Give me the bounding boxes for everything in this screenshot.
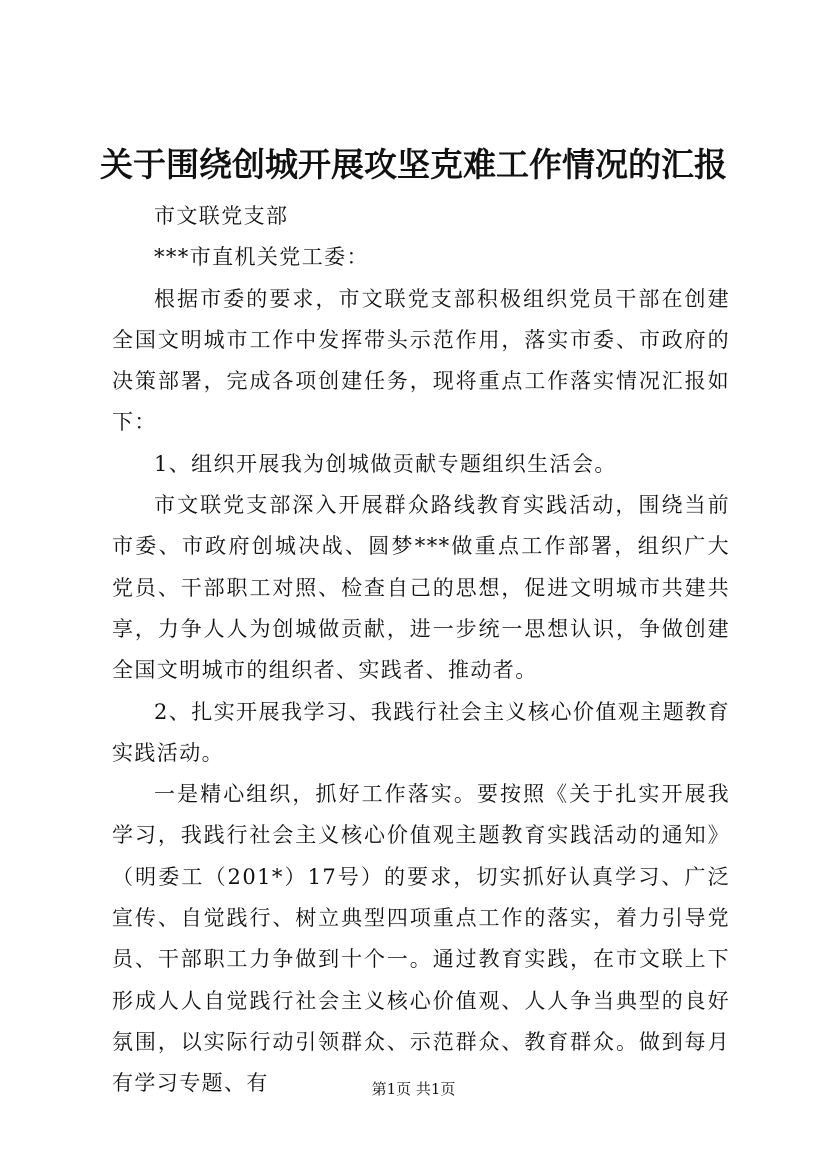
body-paragraph: 根据市委的要求，市文联党支部积极组织党员干部在创建全国文明城市工作中发挥带头示范作用，落实市委、市政府的决策部署，完成各项创建任务，现将重点工作落实情况汇报如下： (112, 286, 730, 435)
page-footer: 第1页 共1页 (371, 1080, 456, 1098)
sender-line: 市文联党支部 (154, 204, 289, 228)
section-heading: 2、扎实开展我学习、我践行社会主义核心价值观主题教育实践活动。 (112, 699, 730, 765)
body-paragraph: 市文联党支部深入开展群众路线教育实践活动，围绕当前市委、市政府创城决战、圆梦***做重点工作部署，组织广大党员、干部职工对照、检查自己的思想，促进文明城市共建共享，力争人人为创城做贡献，进一步统一思想认识，争做创建全国文明城市的组织者、实践者、推动者。 (112, 493, 730, 683)
section-heading: 1、组织开展我为创城做贡献专题组织生活会。 (154, 451, 617, 476)
document-body (112, 196, 730, 1105)
body-paragraph: 一是精心组织，抓好工作落实。要按照《关于扎实开展我学习，我践行社会主义核心价值观主题教育实践活动的通知》（明委工（201*）17号）的要求，切实抓好认真学习、广泛宣传、自觉践行、树立典型四项重点工作的落实，着力引导党员、干部职工力争做到十个一。通过教育实践，在市文联上下形成人人自觉践行社会主义核心价值观、人人争当典型的良好氛围，以实际行动引领群众、示范群众、教育群众。做到每月有学习专题、有 (112, 782, 730, 1096)
document-title: 关于围绕创城开展攻坚克难工作情况的汇报 (100, 145, 727, 184)
recipient-line: ***市直机关党工委： (154, 245, 369, 270)
